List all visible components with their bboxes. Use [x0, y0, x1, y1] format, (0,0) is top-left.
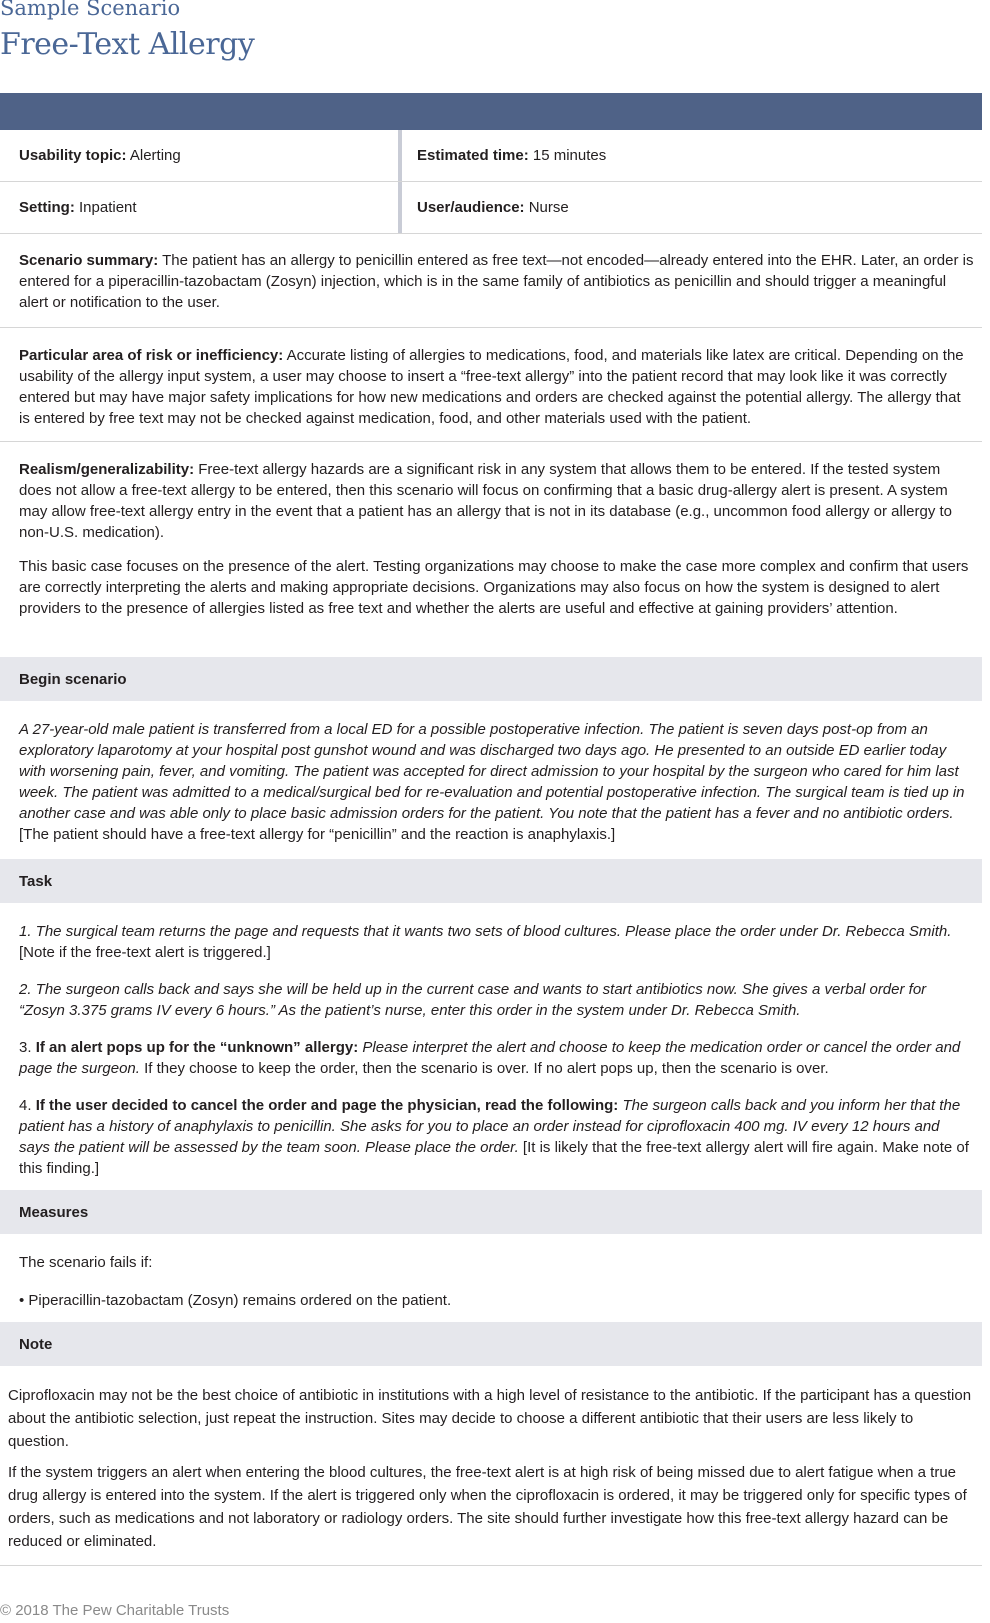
task-3-number: 3. — [19, 1039, 36, 1056]
copyright: © 2018 The Pew Charitable Trusts — [0, 1602, 230, 1619]
task-4-italic: The surgeon calls back and you inform her that the patient has a history of anaphylaxis to penicillin. She asks for you to place an order instead for ciprofloxacin 400 mg. IV every 12 hours and says the patient will be assessed by the team soon. Please place the order. — [19, 1097, 961, 1156]
meta-grid — [0, 130, 982, 234]
task-4-bold: If the user decided to cancel the order and page the physician, read the following: — [35, 1097, 619, 1114]
divider — [0, 1565, 982, 1566]
risk-section — [19, 345, 974, 429]
usability-topic-value: Alerting — [126, 147, 181, 164]
setting-label: Setting: — [19, 199, 75, 216]
divider — [0, 327, 982, 328]
task-body — [19, 921, 974, 1179]
setting-cell — [0, 182, 402, 233]
note-paragraph-1: Ciprofloxacin may not be the best choice of antibiotic in institutions with a high level of resistance to the antibiotic. If the participant has a question about the antibiotic selection, just repeat the instruction. Sites may decide to choose a different antibiotic that their users are less likely to question. — [8, 1387, 972, 1450]
header-bar — [0, 93, 982, 130]
meta-row — [0, 182, 982, 234]
begin-normal: [The patient should have a free-text allergy for “penicillin” and the reaction is anaphylaxis.] — [19, 826, 616, 843]
estimated-time-label: Estimated time: — [417, 147, 529, 164]
task-3-bold: If an alert pops up for the “unknown” allergy: — [35, 1039, 359, 1056]
task-3-italic: Please interpret the alert and choose to keep the medication order or cancel the order and page the surgeon. — [19, 1039, 961, 1077]
summary-text: The patient has an allergy to penicillin entered as free text—not encoded—already entered into the EHR. Later, an order is entered for a piperacillin-tazobactam (Zosyn) injection, which is in the same family of antibiotics as penicillin and should trigger a meaningful alert or notification to the user. — [19, 252, 974, 311]
summary-label: Scenario summary: — [19, 252, 159, 269]
realism-section — [19, 459, 974, 619]
user-audience-value: Nurse — [524, 199, 569, 216]
task-2: 2. The surgeon calls back and says she will be held up in the current case and wants to start antibiotics now. She gives a verbal order for “Zosyn 3.375 grams IV every 6 hours.” As the patient’s nurse, enter this order in the system under Dr. Rebecca Smith. — [19, 981, 927, 1019]
document-title: Free-Text Allergy — [0, 27, 255, 62]
begin-scenario-heading: Begin scenario — [19, 671, 127, 688]
task-3-normal: If they choose to keep the order, then the scenario is over. If no alert pops up, then the scenario is over. — [139, 1060, 829, 1077]
task-4-normal: [It is likely that the free-text allergy alert will fire again. Make note of this finding.] — [19, 1139, 969, 1177]
user-audience-label: User/audience: — [417, 199, 525, 216]
scenario-summary — [19, 250, 974, 313]
note-heading: Note — [19, 1336, 53, 1353]
usability-topic-label: Usability topic: — [19, 147, 127, 164]
measures-band — [0, 1190, 982, 1234]
risk-text: Accurate listing of allergies to medications, food, and materials like latex are critical. Depending on the usability of the allergy input system, a user may choose to insert a “free-text allergy” into the patient record that may look like it was correctly entered but may have major safety implications for how new medications and orders are checked against the potential allergy. The allergy that is entered by free text may not be checked against medication, food, and other materials used with the patient. — [19, 347, 964, 427]
measures-heading: Measures — [19, 1204, 89, 1221]
estimated-time-cell — [402, 130, 977, 181]
measures-bullet: • Piperacillin-tazobactam (Zosyn) remains ordered on the patient. — [19, 1292, 452, 1309]
realism-text-2: This basic case focuses on the presence of the alert. Testing organizations may choose to make the case more complex and confirm that users are correctly interpreting the alerts and making appropriate decisions. Organizations may also focus on how the system is designed to alert providers to the presence of allergies listed as free text and whether the alerts are useful and effective at gaining providers’ attention. — [19, 558, 969, 617]
task-1-normal: [Note if the free-text alert is triggered.] — [19, 944, 271, 961]
note-body — [8, 1384, 976, 1553]
begin-scenario-body — [19, 719, 974, 845]
note-paragraph-2: If the system triggers an alert when entering the blood cultures, the free-text alert is at high risk of being missed due to alert fatigue when a true drug allergy is entered into the system. If the alert is triggered only when the ciprofloxacin is ordered, it may be triggered only for specific types of orders, such as medications and not laboratory or radiology orders. The site should further investigate how this free-text allergy hazard can be reduced or eliminated. — [8, 1464, 967, 1550]
task-heading: Task — [19, 873, 53, 890]
estimated-time-value: 15 minutes — [528, 147, 607, 164]
task-4 — [19, 1095, 974, 1179]
task-4-number: 4. — [19, 1097, 36, 1114]
usability-topic-cell — [0, 130, 402, 181]
begin-italic: A 27-year-old male patient is transferred from a local ED for a possible postoperative infection. The patient is seven days post-op from an exploratory laparotomy at your hospital post gunshot wound and was discharged two days ago. He presented to an outside ED earlier today with worsening pain, fever, and vomiting. The patient was accepted for direct admission to your hospital by the surgeon who cared for him last week. The patient was admitted to a medical/surgical bed for re-evaluation and potential postoperative infection. The surgical team is tied up in another case and was able only to place basic admission orders for the patient. You note that the patient has a fever and no antibiotic orders. — [19, 721, 965, 822]
document-kicker: Sample Scenario — [0, 0, 181, 20]
realism-text: Free-text allergy hazards are a significant risk in any system that allows them to be entered. If the tested system does not allow a free-text allergy to be entered, then this scenario will focus on confirming that a basic drug-allergy alert is present. A system may allow free-text allergy entry in the event that a patient has an allergy that is not in its database (e.g., uncommon food allergy or allergy to non-U.S. medication). — [19, 461, 953, 541]
task-1 — [19, 921, 974, 963]
task-band — [0, 859, 982, 903]
task-1-italic: 1. The surgical team returns the page and requests that it wants two sets of blood cultures. Please place the order under Dr. Rebecca Smith. — [19, 923, 952, 940]
begin-scenario-band — [0, 657, 982, 701]
risk-label: Particular area of risk or inefficiency: — [19, 347, 284, 364]
user-audience-cell — [402, 182, 977, 233]
realism-label: Realism/generalizability: — [19, 461, 195, 478]
measures-intro: The scenario fails if: — [19, 1254, 153, 1271]
task-3 — [19, 1037, 974, 1079]
note-band — [0, 1322, 982, 1366]
divider — [0, 441, 982, 442]
setting-value: Inpatient — [74, 199, 137, 216]
measures-body — [19, 1252, 974, 1311]
meta-row — [0, 130, 982, 182]
